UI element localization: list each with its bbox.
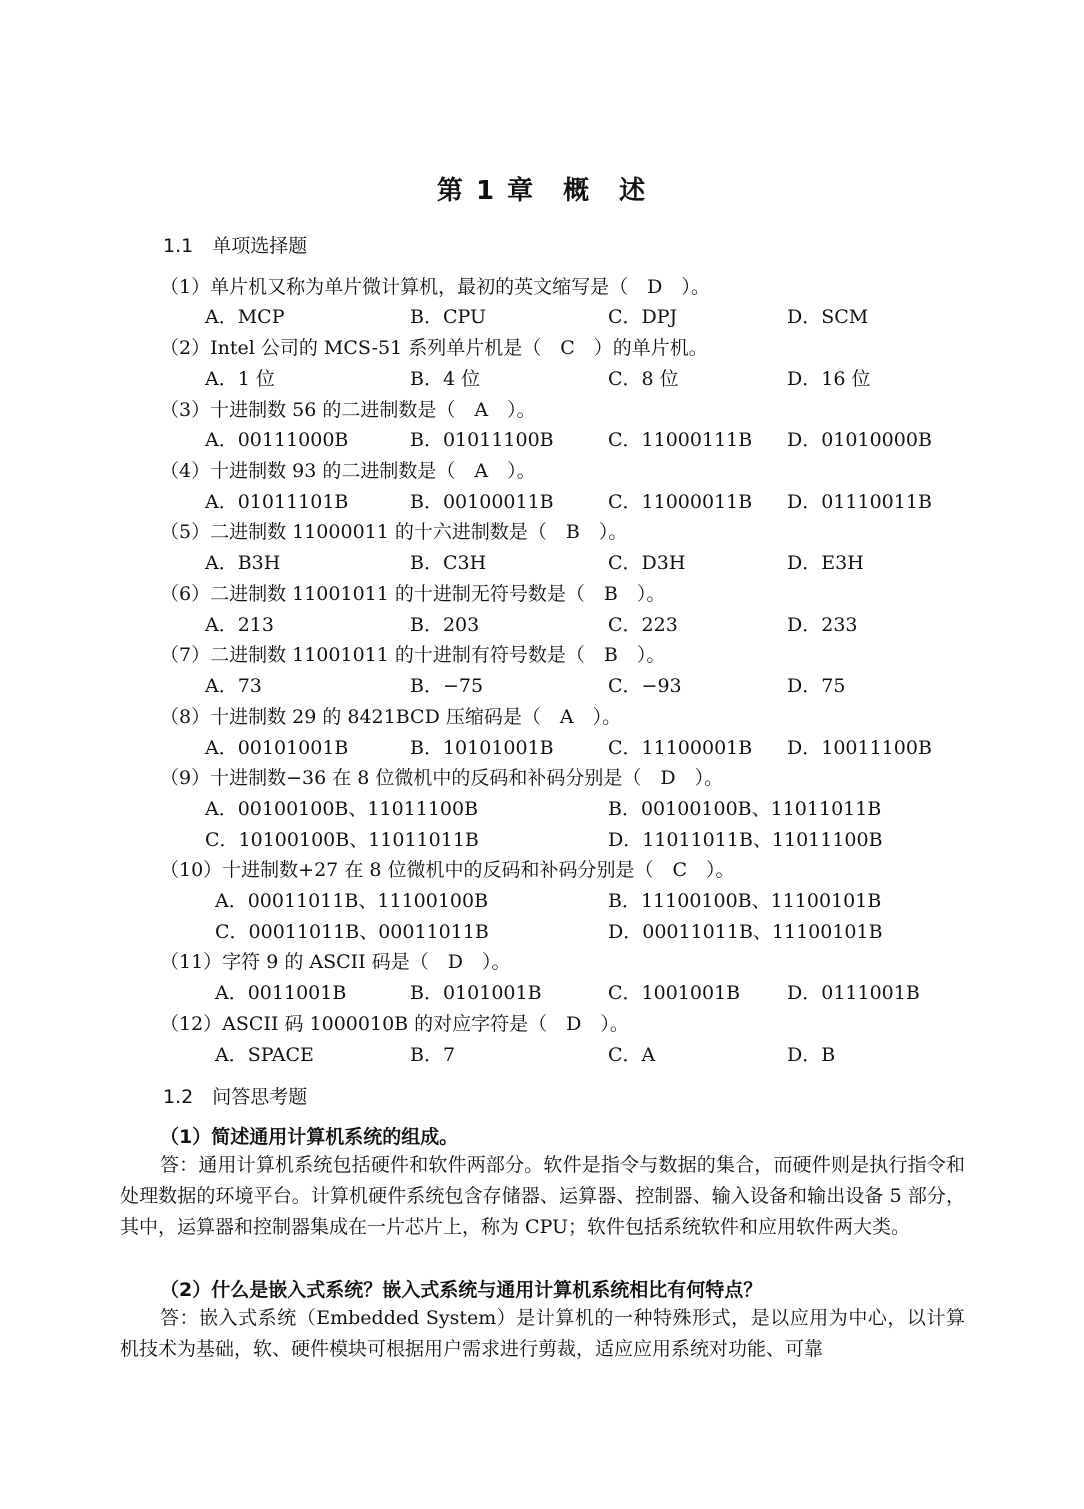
option-b: B．−75	[410, 675, 484, 697]
option-d: D．11011011B、11011100B	[608, 829, 883, 851]
question-3-options	[0, 425, 1084, 451]
option-c: C．D3H	[608, 552, 686, 574]
question-5: （5）二进制数 11000011 的十六进制数是（ B ）。	[160, 521, 628, 543]
option-c: C．−93	[608, 675, 682, 697]
option-a: A．00011011B、11100100B	[215, 890, 489, 912]
option-b: B．7	[410, 1044, 456, 1066]
question-4: （4）十进制数 93 的二进制数是（ A ）。	[160, 460, 536, 482]
question-9-options-row-2	[0, 825, 1084, 851]
question-5-options	[0, 548, 1084, 574]
option-c: C．11000011B	[608, 491, 753, 513]
option-a: A．1 位	[205, 368, 275, 390]
option-d: D．SCM	[787, 306, 869, 328]
question-11-options	[0, 978, 1084, 1004]
question-8-options	[0, 733, 1084, 759]
option-d: D．01110011B	[787, 491, 932, 513]
option-c: C．11000111B	[608, 429, 753, 451]
chapter-title: 第 1 章 概 述	[436, 176, 648, 206]
question-1-options	[0, 302, 1084, 328]
option-b: B．CPU	[410, 306, 486, 328]
question-10-options-row-2	[0, 917, 1084, 943]
section-heading-questions: 1.2 问答思考题	[163, 1086, 308, 1108]
option-d: D．01010000B	[787, 429, 932, 451]
option-d: D．00011011B、11100101B	[608, 921, 883, 943]
essay-question-2: （2）什么是嵌入式系统？嵌入式系统与通用计算机系统相比有何特点？	[160, 1279, 763, 1301]
option-d: D．E3H	[787, 552, 864, 574]
option-d: D．233	[787, 614, 858, 636]
question-7-options	[0, 671, 1084, 697]
question-4-options	[0, 487, 1084, 513]
section-heading-single-choice: 1.1 单项选择题	[163, 235, 308, 257]
option-c: C．A	[608, 1044, 656, 1066]
option-d: D．16 位	[787, 368, 871, 390]
option-b: B．00100100B、11011011B	[608, 798, 882, 820]
question-12: （12）ASCII 码 1000010B 的对应字符是（ D ）。	[160, 1013, 629, 1035]
essay-question-1: （1）简述通用计算机系统的组成。	[160, 1126, 459, 1148]
option-b: B．0101001B	[410, 982, 542, 1004]
option-b: B．C3H	[410, 552, 487, 574]
option-c: C．DPJ	[608, 306, 678, 328]
option-a: A．00111000B	[205, 429, 349, 451]
question-10: （10）十进制数+27 在 8 位微机中的反码和补码分别是（ C ）。	[160, 859, 735, 881]
question-1: （1）单片机又称为单片微计算机，最初的英文缩写是（ D ）。	[160, 276, 710, 298]
question-11: （11）字符 9 的 ASCII 码是（ D ）。	[160, 951, 511, 973]
option-d: D．75	[787, 675, 846, 697]
option-b: B．00100011B	[410, 491, 554, 513]
question-2-options	[0, 364, 1084, 390]
option-a: A．MCP	[205, 306, 285, 328]
essay-answer-2: 答：嵌入式系统（Embedded System）是计算机的一种特殊形式，是以应用为中心，以计算机技术为基础，软、硬件模块可根据用户需求进行剪裁，适应应用系统对功能、可靠	[120, 1307, 965, 1360]
option-a: A．00100100B、11011100B	[205, 798, 479, 820]
essay-answer-1: 答：通用计算机系统包括硬件和软件两部分。软件是指令与数据的集合，而硬件则是执行指令和处理数据的环境平台。计算机硬件系统包含存储器、运算器、控制器、输入设备和输出设备 5 部分，其中，运算器和控制器集成在一片芯片上，称为 CPU；软件包括系统软件和应用软件两大类。	[120, 1154, 965, 1238]
option-c: C．10100100B、11011011B	[205, 829, 479, 851]
question-9-options-row-1	[0, 794, 1084, 820]
option-b: B．01011100B	[410, 429, 554, 451]
option-b: B．4 位	[410, 368, 481, 390]
option-c: C．1001001B	[608, 982, 741, 1004]
question-7: （7）二进制数 11001011 的十进制有符号数是（ B ）。	[160, 644, 666, 666]
option-a: A．SPACE	[215, 1044, 314, 1066]
question-6-options	[0, 610, 1084, 636]
question-8: （8）十进制数 29 的 8421BCD 压缩码是（ A ）。	[160, 706, 622, 728]
option-b: B．10101001B	[410, 737, 554, 759]
option-c: C．00011011B、00011011B	[215, 921, 489, 943]
option-c: C．8 位	[608, 368, 679, 390]
option-a: A．73	[205, 675, 262, 697]
question-2: （2）Intel 公司的 MCS-51 系列单片机是（ C ）的单片机。	[160, 337, 708, 359]
option-b: B．203	[410, 614, 480, 636]
option-d: D．0111001B	[787, 982, 920, 1004]
option-a: A．00101001B	[205, 737, 349, 759]
option-a: A．0011001B	[215, 982, 347, 1004]
option-c: C．11100001B	[608, 737, 753, 759]
option-d: D．B	[787, 1044, 836, 1066]
option-d: D．10011100B	[787, 737, 932, 759]
question-10-options-row-1	[0, 886, 1084, 912]
option-a: A．B3H	[205, 552, 281, 574]
question-12-options	[0, 1040, 1084, 1066]
question-3: （3）十进制数 56 的二进制数是（ A ）。	[160, 399, 536, 421]
question-9: （9）十进制数−36 在 8 位微机中的反码和补码分别是（ D ）。	[160, 767, 724, 789]
option-a: A．01011101B	[205, 491, 349, 513]
option-a: A．213	[205, 614, 274, 636]
question-6: （6）二进制数 11001011 的十进制无符号数是（ B ）。	[160, 583, 666, 605]
option-c: C．223	[608, 614, 678, 636]
option-b: B．11100100B、11100101B	[608, 890, 882, 912]
